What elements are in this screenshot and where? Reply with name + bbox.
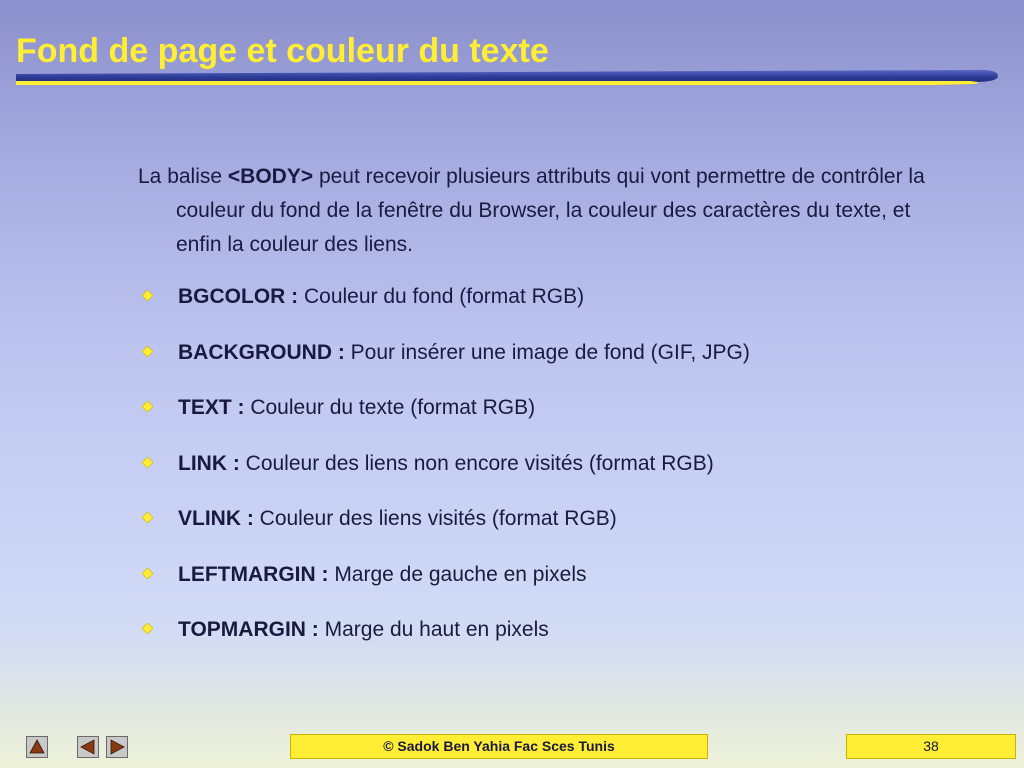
diamond-bullet-icon — [142, 290, 153, 301]
attribute-description: Couleur des liens non encore visités (format RGB) — [239, 451, 714, 475]
triangle-right-icon — [107, 737, 127, 757]
intro-prefix: La balise — [138, 165, 228, 188]
attribute-keyword: LINK : — [178, 451, 240, 475]
attribute-description: Marge du haut en pixels — [318, 618, 549, 641]
attribute-keyword: BACKGROUND : — [178, 340, 345, 364]
attribute-list — [138, 281, 938, 646]
list-item — [138, 448, 938, 480]
body-tag: <BODY> — [227, 165, 314, 188]
title-underline — [14, 68, 999, 86]
slide-body — [138, 160, 938, 670]
attribute-description: Couleur du fond (format RGB) — [298, 285, 585, 308]
attribute-keyword: LEFTMARGIN : — [178, 562, 329, 586]
diamond-bullet-icon — [142, 623, 153, 634]
attribute-keyword: TOPMARGIN : — [178, 618, 319, 641]
list-item — [138, 559, 938, 591]
intro-suffix: peut recevoir plusieurs attributs qui vont permettre de contrôler la couleur du fond de la fenêtre du Browser, la couleur des caractères du texte, et enfin la couleur des liens. — [176, 165, 925, 256]
attribute-description: Marge de gauche en pixels — [328, 562, 587, 586]
list-item — [138, 503, 938, 535]
next-slide-button[interactable] — [106, 736, 128, 758]
footer-copyright: © Sadok Ben Yahia Fac Sces Tunis — [290, 734, 708, 759]
attribute-keyword: BGCOLOR : — [178, 285, 299, 308]
slide-title: Fond de page et couleur du texte — [16, 32, 549, 70]
previous-slide-button[interactable] — [77, 736, 99, 758]
triangle-left-icon — [78, 737, 98, 757]
attribute-keyword: VLINK : — [178, 507, 254, 530]
diamond-bullet-icon — [142, 401, 153, 412]
diamond-bullet-icon — [142, 346, 153, 357]
list-item — [138, 337, 938, 369]
home-button[interactable] — [26, 736, 48, 758]
diamond-bullet-icon — [142, 568, 153, 579]
intro-paragraph — [138, 160, 938, 262]
list-item — [138, 614, 938, 646]
diamond-bullet-icon — [142, 457, 153, 468]
triangle-up-icon — [27, 737, 47, 757]
list-item — [138, 392, 938, 424]
attribute-keyword: TEXT : — [178, 396, 245, 419]
list-item — [138, 281, 938, 313]
attribute-description: Pour insérer une image de fond (GIF, JPG) — [344, 340, 750, 364]
attribute-description: Couleur des liens visités (format RGB) — [253, 507, 617, 530]
attribute-description: Couleur du texte (format RGB) — [244, 396, 536, 419]
diamond-bullet-icon — [142, 512, 153, 523]
page-number: 38 — [846, 734, 1016, 759]
